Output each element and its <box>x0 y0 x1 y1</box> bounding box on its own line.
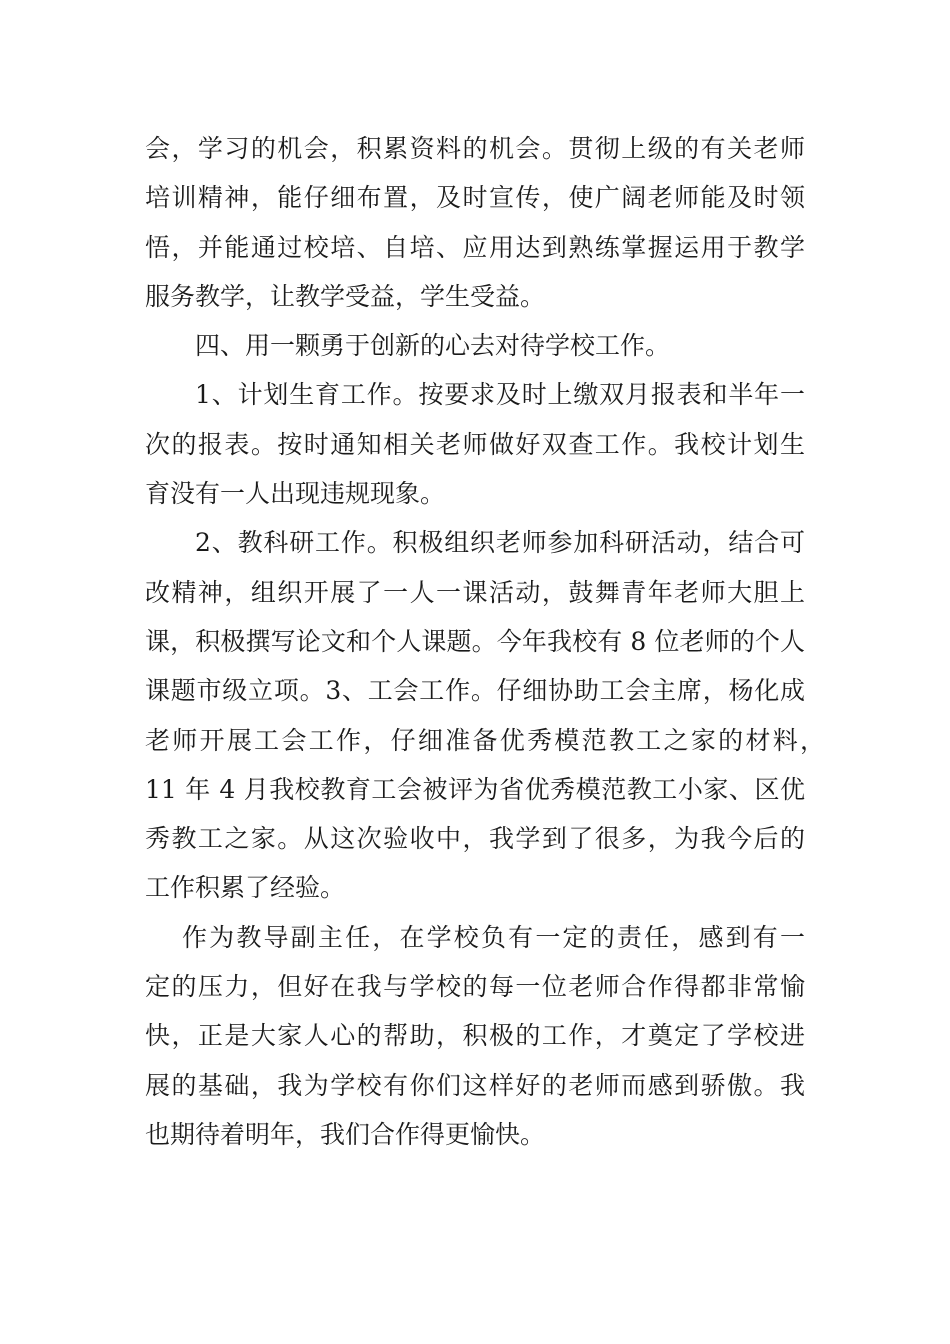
text-line: 工作积累了经验。 <box>145 873 346 903</box>
text-line: 2、教科研工作。积极组织老师参加科研活动，结合可 <box>195 528 805 558</box>
text-line: 11 年 4 月我校教育工会被评为省优秀模范教工小家、区优 <box>145 774 805 804</box>
text-line: 秀教工之家。从这次验收中，我学到了很多，为我今后的 <box>145 824 805 854</box>
text-line: 次的报表。按时通知相关老师做好双查工作。我校计划生 <box>145 429 805 459</box>
document-body <box>145 124 825 1159</box>
text-line: 课，积极撰写论文和个人课题。今年我校有 8 位老师的个人 <box>145 626 805 656</box>
text-line: 悟，并能通过校培、自培、应用达到熟练掌握运用于教学 <box>145 232 805 262</box>
text-line: 服务教学，让教学受益，学生受益。 <box>145 281 546 311</box>
text-line: 作为教导副主任，在学校负有一定的责任，感到有一 <box>182 922 805 952</box>
text-line: 1、计划生育工作。按要求及时上缴双月报表和半年一 <box>195 380 805 410</box>
text-line: 定的压力，但好在我与学校的每一位老师合作得都非常愉 <box>145 972 805 1002</box>
text-line: 改精神，组织开展了一人一课活动，鼓舞青年老师大胆上 <box>145 577 805 607</box>
section-heading: 四、用一颗勇于创新的心去对待学校工作。 <box>195 331 671 361</box>
text-line: 也期待着明年，我们合作得更愉快。 <box>145 1119 546 1149</box>
text-line: 老师开展工会工作，仔细准备优秀模范教工之家的材料， <box>145 725 825 755</box>
text-line: 培训精神，能仔细布置，及时宣传，使广阔老师能及时领 <box>145 183 805 213</box>
text-line: 课题市级立项。3、工会工作。仔细协助工会主席，杨化成 <box>145 676 805 706</box>
text-line: 展的基础，我为学校有你们这样好的老师而感到骄傲。我 <box>145 1070 805 1100</box>
text-line: 育没有一人出现违规现象。 <box>145 479 446 509</box>
text-line: 快，正是大家人心的帮助，积极的工作，才奠定了学校进 <box>145 1021 805 1051</box>
text-line: 会，学习的机会，积累资料的机会。贯彻上级的有关老师 <box>145 134 805 163</box>
